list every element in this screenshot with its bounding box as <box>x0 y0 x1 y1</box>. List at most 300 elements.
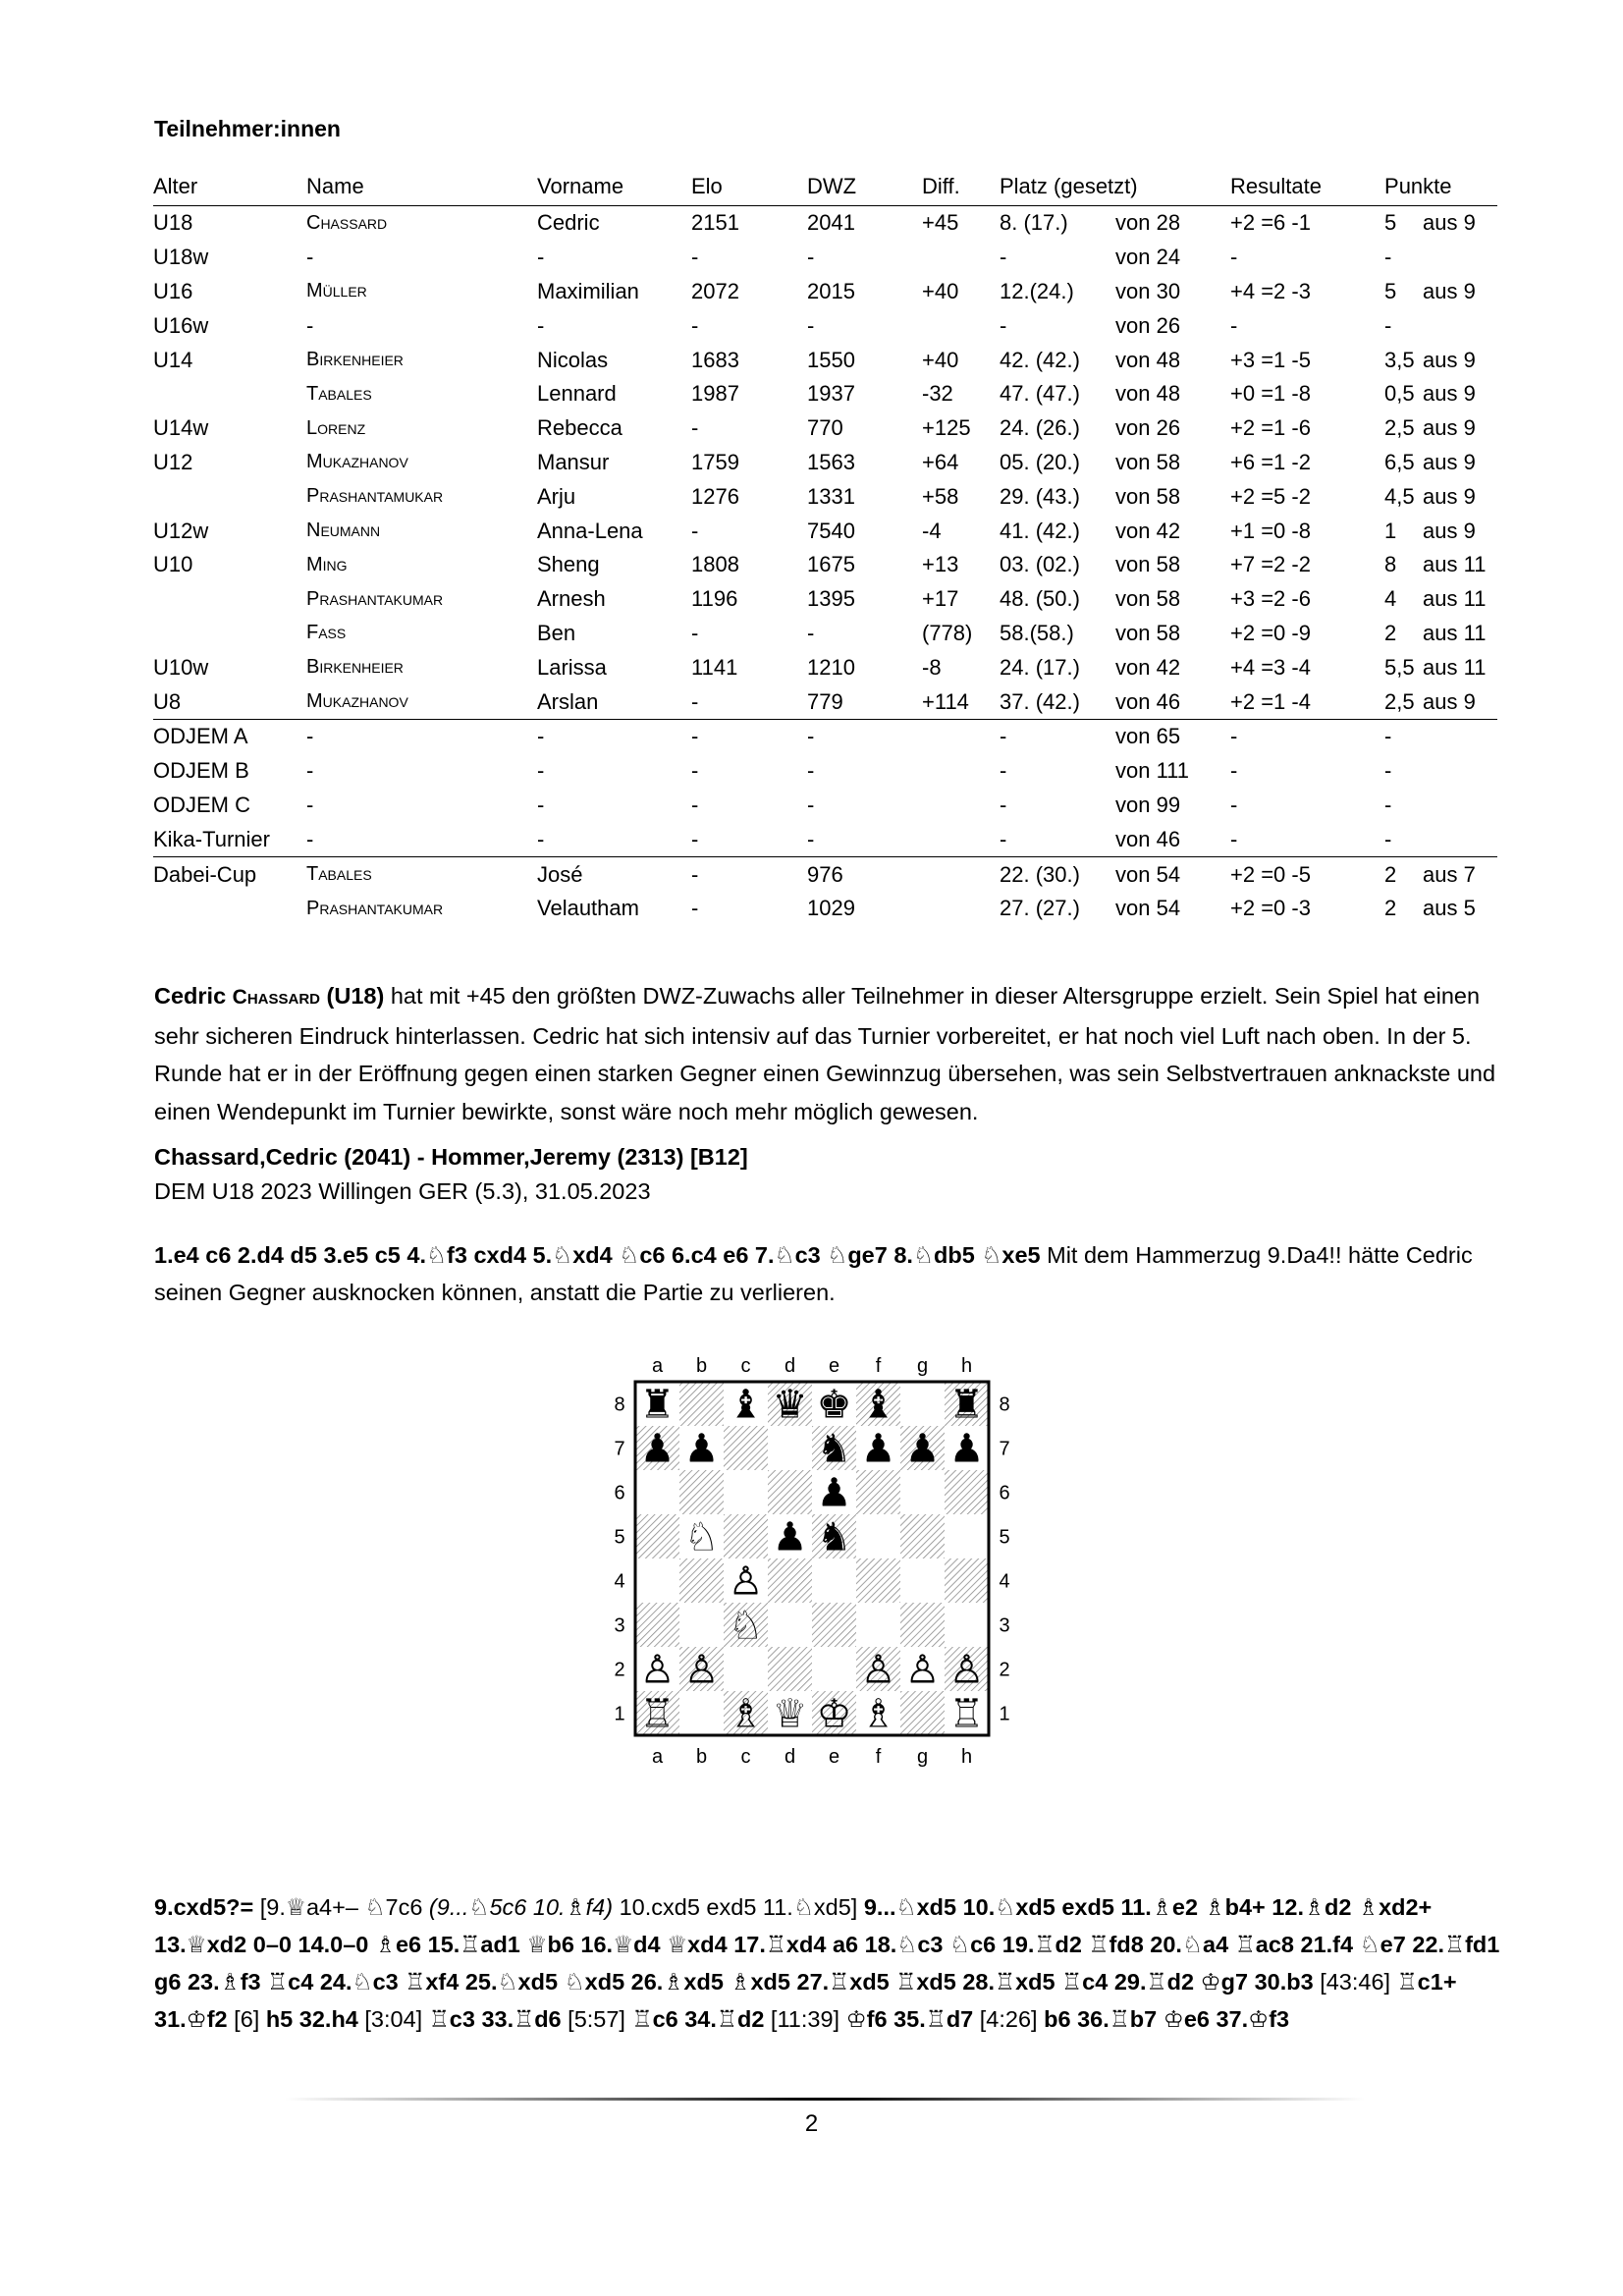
table-cell: - <box>691 518 699 543</box>
table-cell: - <box>1230 792 1238 817</box>
col-header: Elo <box>691 167 807 206</box>
table-cell: Mansur <box>537 449 610 474</box>
table-cell: Lorenz <box>306 416 366 439</box>
rank-label: 5 <box>999 1526 1010 1549</box>
chess-piece: ♙ <box>639 1647 676 1693</box>
chess-piece: ♟ <box>772 1514 808 1560</box>
table-cell: 2 <box>1384 857 1423 892</box>
table-row <box>153 617 1497 651</box>
chess-piece: ♟ <box>816 1470 852 1516</box>
table-cell: - <box>537 758 545 784</box>
table-cell: 1 <box>1384 518 1397 543</box>
footer-divider <box>285 2098 1365 2101</box>
table-cell: Kika-Turnier <box>153 826 270 851</box>
table-cell: - <box>306 758 314 784</box>
dark-square <box>812 1603 856 1647</box>
chess-piece: ♗ <box>728 1691 764 1737</box>
table-cell: 1331 <box>807 483 855 509</box>
file-label: c <box>740 1355 751 1377</box>
table-cell: - <box>1384 245 1392 270</box>
table-cell: von 48 <box>1115 347 1181 372</box>
table-cell: +114 <box>922 688 969 714</box>
table-cell: 1675 <box>807 552 855 577</box>
table-cell: - <box>537 245 545 270</box>
table-cell: -32 <box>922 381 953 407</box>
table-cell: von 58 <box>1115 449 1181 474</box>
col-header: Vorname <box>537 167 691 206</box>
table-cell: 47. (47.) <box>1000 381 1080 407</box>
table-cell: Rebecca <box>537 415 622 441</box>
chess-piece: ♝ <box>728 1382 764 1428</box>
dark-square <box>635 1603 679 1647</box>
col-header: DWZ <box>807 167 922 206</box>
table-cell <box>922 719 1000 753</box>
move-segment: [3:04] <box>357 2006 429 2032</box>
table-cell: Prashantakumar <box>306 587 444 610</box>
dark-square <box>679 1382 724 1426</box>
table-cell: - <box>691 688 699 714</box>
table-cell: Dabei-Cup <box>153 857 306 892</box>
table-cell: ODJEM A <box>153 719 306 753</box>
light-square <box>900 1558 945 1603</box>
chess-piece: ♞ <box>816 1514 852 1560</box>
table-cell: +2 =1 -6 <box>1230 415 1311 441</box>
table-cell: 1210 <box>807 654 855 680</box>
page-number: 2 <box>804 2110 819 2137</box>
table-cell: 1395 <box>807 586 855 612</box>
table-cell: - <box>807 719 922 753</box>
chess-piece: ♟ <box>639 1426 676 1472</box>
section-heading: Teilnehmer:innen <box>154 116 341 141</box>
table-cell <box>1423 308 1497 343</box>
table-cell: U10 <box>153 552 193 577</box>
chess-piece: ♜ <box>639 1382 676 1428</box>
table-cell: U18 <box>153 210 193 236</box>
table-cell: 1759 <box>691 449 739 474</box>
table-cell: Prashantamukar <box>306 485 444 508</box>
light-square <box>856 1603 900 1647</box>
table-cell: - <box>537 312 545 338</box>
table-cell <box>1423 789 1497 823</box>
rank-label: 2 <box>999 1659 1010 1681</box>
col-header: Platz (gesetzt) <box>1000 167 1230 206</box>
move-segment: [5:57] <box>561 2006 632 2032</box>
file-label: e <box>828 1746 840 1768</box>
rank-label: 6 <box>614 1482 625 1504</box>
file-label: g <box>916 1355 929 1377</box>
chess-piece: ♟ <box>904 1426 941 1472</box>
light-square <box>900 1382 945 1426</box>
light-square <box>635 1558 679 1603</box>
light-square <box>812 1647 856 1691</box>
table-cell: José <box>537 857 691 892</box>
table-cell: +2 =0 -9 <box>1230 620 1311 645</box>
table-cell: von 54 <box>1115 857 1230 892</box>
table-cell: 5 <box>1384 210 1397 236</box>
move-segment: (9...♘5c6 10.♗f4) <box>428 1894 614 1920</box>
table-cell <box>153 479 306 514</box>
file-label: b <box>695 1355 708 1377</box>
table-cell: von 58 <box>1115 552 1181 577</box>
table-cell: von 46 <box>1115 826 1181 851</box>
table-cell: +2 =1 -4 <box>1230 688 1311 714</box>
file-label: d <box>784 1355 796 1377</box>
move-segment: ♖c6 34.♖d2 <box>631 2006 765 2032</box>
table-cell: Birkenheier <box>306 349 404 371</box>
table-cell: - <box>691 857 807 892</box>
light-square <box>900 1470 945 1514</box>
dark-square <box>768 1470 812 1514</box>
table-cell: ODJEM B <box>153 758 249 784</box>
table-cell: aus 11 <box>1423 620 1487 645</box>
table-cell: 22. (30.) <box>1000 857 1115 892</box>
dark-square <box>679 1558 724 1603</box>
file-label: e <box>828 1355 840 1377</box>
table-cell: von 58 <box>1115 620 1181 645</box>
table-cell: - <box>691 719 807 753</box>
table-row <box>153 548 1497 582</box>
table-row <box>153 789 1497 823</box>
table-row <box>153 241 1497 275</box>
table-cell: Müller <box>306 280 367 302</box>
dark-square <box>679 1470 724 1514</box>
dark-square <box>856 1470 900 1514</box>
table-cell: - <box>306 245 314 270</box>
table-cell: - <box>1000 758 1007 784</box>
move-segment: [4:26] <box>973 2006 1045 2032</box>
table-cell: von 30 <box>1115 278 1181 303</box>
table-cell: 1141 <box>691 654 738 680</box>
light-square <box>945 1603 989 1647</box>
table-cell: Chassard <box>306 211 388 234</box>
move-segment: ♔f6 35.♖d7 <box>845 2006 974 2032</box>
game-continuation <box>154 1888 1501 2038</box>
table-cell: aus 9 <box>1423 688 1476 714</box>
table-cell: von 99 <box>1115 792 1181 817</box>
table-header-row <box>153 167 1497 206</box>
table-cell: 2,5 <box>1384 688 1415 714</box>
chess-piece: ♔ <box>816 1691 852 1737</box>
table-cell <box>922 754 1000 789</box>
table-cell: Anna-Lena <box>537 518 643 543</box>
table-cell: 12.(24.) <box>1000 278 1074 303</box>
chess-piece: ♘ <box>683 1514 720 1560</box>
rank-label: 5 <box>614 1526 625 1549</box>
table-cell: - <box>1000 792 1007 817</box>
table-row <box>153 822 1497 856</box>
table-cell <box>153 377 306 411</box>
table-cell: - <box>691 758 699 784</box>
table-cell: 05. (20.) <box>1000 449 1080 474</box>
table-cell: U12w <box>153 518 209 543</box>
table-cell: 1276 <box>691 483 739 509</box>
rank-label: 7 <box>614 1438 625 1460</box>
table-cell: +13 <box>922 552 959 577</box>
table-cell: 3,5 <box>1384 347 1415 372</box>
col-header: Diff. <box>922 167 1000 206</box>
chess-piece: ♙ <box>904 1647 941 1693</box>
table-cell: 1987 <box>691 381 739 407</box>
table-row <box>153 684 1497 719</box>
dark-square <box>635 1514 679 1558</box>
table-cell: 1563 <box>807 449 855 474</box>
rank-label: 1 <box>614 1703 625 1725</box>
move-segment: [9.♕a4+– ♘7c6 <box>253 1894 429 1920</box>
table-cell: von 26 <box>1115 312 1181 338</box>
table-cell: von 58 <box>1115 586 1181 612</box>
move-segment: ♖c3 33.♖d6 <box>428 2006 562 2032</box>
table-cell: 03. (02.) <box>1000 552 1080 577</box>
table-cell: 1808 <box>691 552 739 577</box>
table-cell: 4 <box>1384 586 1397 612</box>
chess-piece: ♜ <box>948 1382 985 1428</box>
table-cell: - <box>807 792 815 817</box>
chess-piece: ♞ <box>816 1426 852 1472</box>
table-cell: +40 <box>922 347 959 372</box>
opening-moves <box>154 1236 1501 1311</box>
table-cell: - <box>807 758 815 784</box>
table-cell: 1029 <box>807 896 855 921</box>
table-cell: +4 =3 -4 <box>1230 654 1311 680</box>
game-header <box>154 1140 748 1209</box>
rank-label: 1 <box>999 1703 1010 1725</box>
table-cell: Maximilian <box>537 278 639 303</box>
table-cell: aus 9 <box>1423 483 1476 509</box>
table-cell: von 54 <box>1115 896 1181 921</box>
chess-piece: ♙ <box>728 1558 764 1605</box>
player-first-name: Cedric <box>154 983 233 1009</box>
table-cell: Tabales <box>306 382 372 405</box>
col-header: Alter <box>153 167 306 206</box>
col-header: Name <box>306 167 537 206</box>
table-row <box>153 582 1497 617</box>
move-segment: [6] <box>227 2006 266 2032</box>
table-cell: - <box>306 719 537 753</box>
chess-piece: ♟ <box>860 1426 896 1472</box>
table-cell: U8 <box>153 688 182 714</box>
table-cell: aus 9 <box>1423 518 1476 543</box>
table-cell: +3 =2 -6 <box>1230 586 1311 612</box>
chess-diagram <box>589 1343 1037 1817</box>
table-cell: - <box>537 792 545 817</box>
table-cell: - <box>1230 758 1238 784</box>
table-row <box>153 308 1497 343</box>
game-title: Chassard,Cedric (2041) - Hommer,Jeremy (2313) [B12] <box>154 1144 748 1170</box>
table-cell: 1196 <box>691 586 738 612</box>
dark-square <box>900 1514 945 1558</box>
table-cell: Cedric <box>537 210 600 236</box>
table-cell: +64 <box>922 449 959 474</box>
table-row <box>153 446 1497 480</box>
table-row <box>153 275 1497 309</box>
table-cell: Ben <box>537 620 576 645</box>
table-row <box>153 754 1497 789</box>
table-cell: - <box>1000 826 1007 851</box>
table-cell: - <box>1000 719 1115 753</box>
chess-piece: ♖ <box>948 1691 985 1737</box>
rank-label: 3 <box>999 1614 1010 1637</box>
file-label: c <box>740 1746 751 1768</box>
table-cell: von 48 <box>1115 381 1181 407</box>
table-cell <box>1423 719 1497 753</box>
move-segment: 9.cxd5?= <box>154 1894 254 1920</box>
table-cell: 41. (42.) <box>1000 518 1080 543</box>
rank-label: 4 <box>614 1570 625 1593</box>
table-cell: - <box>691 415 699 441</box>
light-square <box>768 1426 812 1470</box>
table-cell: aus 9 <box>1423 347 1476 372</box>
chess-piece: ♛ <box>772 1382 808 1428</box>
light-square <box>679 1603 724 1647</box>
rank-label: 6 <box>999 1482 1010 1504</box>
table-cell: 2072 <box>691 278 739 303</box>
light-square <box>724 1647 768 1691</box>
table-cell: 37. (42.) <box>1000 688 1080 714</box>
table-cell: U16 <box>153 278 193 303</box>
table-cell <box>153 892 306 926</box>
table-cell: 2 <box>1384 620 1397 645</box>
table-cell: 1683 <box>691 347 739 372</box>
table-cell: - <box>1384 826 1392 851</box>
table-cell: ODJEM C <box>153 792 250 817</box>
table-cell: - <box>807 245 815 270</box>
table-cell <box>922 857 1000 892</box>
table-cell: - <box>306 826 314 851</box>
table-cell: Arslan <box>537 688 599 714</box>
table-row <box>153 892 1497 926</box>
table-cell: +2 =0 -3 <box>1230 896 1311 921</box>
table-cell: +6 =1 -2 <box>1230 449 1311 474</box>
table-cell: - <box>1384 792 1392 817</box>
table-cell: 42. (42.) <box>1000 347 1080 372</box>
dark-square <box>768 1647 812 1691</box>
table-cell: von 28 <box>1115 210 1181 236</box>
table-cell: von 42 <box>1115 518 1181 543</box>
light-square <box>856 1514 900 1558</box>
table-cell: Prashantakumar <box>306 897 444 919</box>
table-cell: +2 =5 -2 <box>1230 483 1311 509</box>
table-cell: +1 =0 -8 <box>1230 518 1311 543</box>
chess-piece: ♙ <box>683 1647 720 1693</box>
table-cell: - <box>807 312 815 338</box>
file-label: f <box>875 1355 882 1377</box>
participants-table <box>153 167 1497 926</box>
chess-board <box>589 1343 1037 1817</box>
table-cell: 5 <box>1384 278 1397 303</box>
table-cell: Arnesh <box>537 586 606 612</box>
light-square <box>679 1691 724 1735</box>
dark-square <box>945 1558 989 1603</box>
table-cell: 7540 <box>807 518 855 543</box>
table-cell: aus 9 <box>1423 278 1476 303</box>
table-cell: - <box>537 826 545 851</box>
table-row <box>153 206 1497 241</box>
table-cell: +125 <box>922 415 971 441</box>
table-cell: - <box>1384 719 1423 753</box>
table-cell: U10w <box>153 654 209 680</box>
table-cell: - <box>1000 245 1007 270</box>
table-row <box>153 377 1497 411</box>
table-cell: 0,5 <box>1384 381 1415 407</box>
table-cell <box>153 617 306 651</box>
table-cell: Ming <box>306 553 348 575</box>
move-segment: b6 36.♖b7 ♔e6 37.♔f3 <box>1044 2006 1290 2032</box>
table-cell: U18w <box>153 245 209 270</box>
file-label: g <box>916 1746 929 1768</box>
table-cell: 29. (43.) <box>1000 483 1080 509</box>
table-cell: von 65 <box>1115 719 1230 753</box>
light-square <box>812 1558 856 1603</box>
table-cell: - <box>691 826 699 851</box>
summary-paragraph <box>154 977 1499 1130</box>
light-square <box>768 1603 812 1647</box>
table-cell: 24. (17.) <box>1000 654 1080 680</box>
chess-piece: ♚ <box>816 1382 852 1428</box>
table-cell: -8 <box>922 654 942 680</box>
table-cell: 24. (26.) <box>1000 415 1080 441</box>
table-cell: - <box>1000 312 1007 338</box>
table-row <box>153 479 1497 514</box>
table-cell: - <box>691 620 699 645</box>
table-cell: +2 =6 -1 <box>1230 210 1311 236</box>
table-cell: 8. (17.) <box>1000 210 1068 236</box>
table-cell <box>922 789 1000 823</box>
table-cell: 770 <box>807 415 843 441</box>
table-cell <box>153 582 306 617</box>
dark-square <box>856 1558 900 1603</box>
dark-square <box>724 1426 768 1470</box>
light-square <box>945 1514 989 1558</box>
file-label: b <box>695 1746 708 1768</box>
table-cell: - <box>1230 245 1238 270</box>
table-cell: - <box>807 826 815 851</box>
table-cell: Arju <box>537 483 576 509</box>
table-cell: aus 9 <box>1423 449 1476 474</box>
table-cell: 976 <box>807 857 922 892</box>
rank-label: 8 <box>614 1394 625 1416</box>
table-row <box>153 514 1497 548</box>
table-cell: von 111 <box>1115 758 1190 784</box>
table-cell <box>1423 241 1497 275</box>
table-row <box>153 650 1497 684</box>
rank-label: 2 <box>614 1659 625 1681</box>
table-cell: 2,5 <box>1384 415 1415 441</box>
col-header: Resultate <box>1230 167 1384 206</box>
table-cell: U14 <box>153 347 193 372</box>
table-cell: aus 11 <box>1423 552 1487 577</box>
table-cell: U14w <box>153 415 209 441</box>
table-cell: 6,5 <box>1384 449 1415 474</box>
file-label: h <box>960 1746 973 1768</box>
table-cell <box>1423 754 1497 789</box>
table-cell: +7 =2 -2 <box>1230 552 1311 577</box>
table-cell: aus 11 <box>1423 586 1487 612</box>
table-cell: aus 5 <box>1423 896 1476 921</box>
table-cell: +3 =1 -5 <box>1230 347 1311 372</box>
player-group: (U18) <box>320 983 385 1009</box>
table-cell: Nicolas <box>537 347 609 372</box>
rank-label: 4 <box>999 1570 1010 1593</box>
table-cell: Velautham <box>537 896 639 921</box>
move-segment: ♖c1+ 31.♔f2 <box>154 1969 1457 2032</box>
move-segment: h5 32.h4 <box>265 2006 358 2032</box>
chess-piece: ♗ <box>860 1691 896 1737</box>
table-cell: Lennard <box>537 381 617 407</box>
table-cell: von 26 <box>1115 415 1181 441</box>
table-row <box>153 857 1497 892</box>
table-cell <box>1423 822 1497 856</box>
table-cell: +17 <box>922 586 959 612</box>
